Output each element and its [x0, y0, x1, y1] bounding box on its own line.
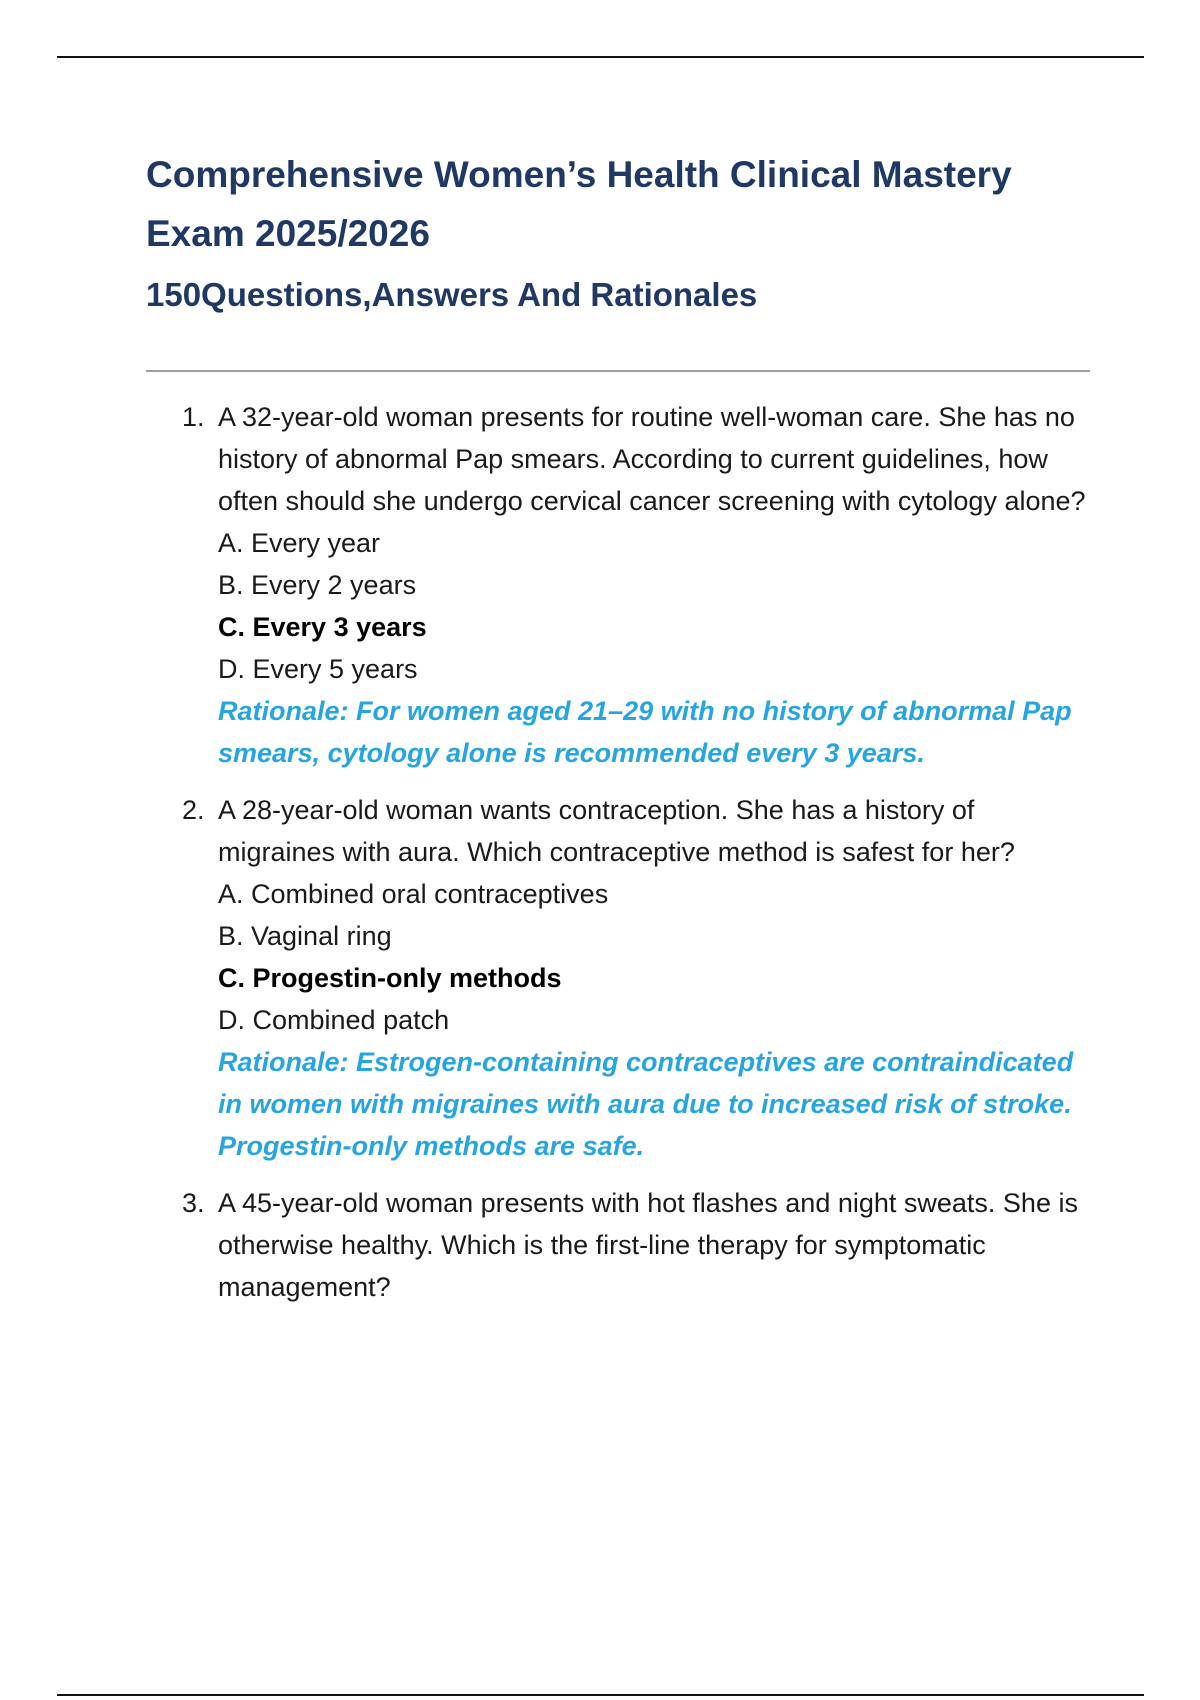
question-number: 1. — [182, 402, 205, 432]
answer-option-c-correct: C. Progestin-only methods — [218, 963, 562, 993]
question-number: 2. — [182, 795, 205, 825]
answer-options — [218, 522, 1090, 690]
question-item-1 — [146, 396, 1090, 774]
answer-option-a: A. Combined oral contraceptives — [218, 879, 609, 909]
question-text: A 45-year-old woman presents with hot flashes and night sweats. She is otherwise healthy. Which is the first-line therapy for symptomatic management? — [218, 1188, 1078, 1302]
answer-option-a: A. Every year — [218, 528, 381, 558]
question-item-3 — [146, 1182, 1090, 1308]
question-text: A 32-year-old woman presents for routine well-woman care. She has no history of abnormal Pap smears. According to current guidelines, how often should she undergo cervical cancer screening with cytology alone? — [218, 402, 1086, 516]
question-list — [146, 396, 1090, 1308]
question-item-2 — [146, 789, 1090, 1167]
question-number: 3. — [182, 1188, 205, 1218]
answer-option-c-correct: C. Every 3 years — [218, 612, 427, 642]
rationale-text: Rationale: For women aged 21–29 with no history of abnormal Pap smears, cytology alone is recommended every 3 years. — [218, 696, 1072, 768]
answer-option-d: D. Combined patch — [218, 1005, 450, 1035]
rationale-text: Rationale: Estrogen-containing contraceptives are contraindicated in women with migraines with aura due to increased risk of stroke. Progestin-only methods are safe. — [218, 1047, 1074, 1161]
section-divider — [146, 370, 1090, 372]
question-text: A 28-year-old woman wants contraception. She has a history of migraines with aura. Which contraceptive method is safest for her? — [218, 795, 1015, 867]
page-bottom-rule — [57, 1694, 1144, 1696]
page-top-rule — [57, 56, 1144, 58]
answer-option-b: B. Every 2 years — [218, 570, 417, 600]
document-subtitle: 150Questions,Answers And Rationales — [146, 276, 758, 313]
answer-option-d: D. Every 5 years — [218, 654, 418, 684]
answer-option-b: B. Vaginal ring — [218, 921, 392, 951]
document-content — [146, 145, 1090, 1323]
document-title: Comprehensive Women’s Health Clinical Mastery Exam 2025/2026 — [146, 154, 1012, 254]
answer-options — [218, 873, 1090, 1041]
